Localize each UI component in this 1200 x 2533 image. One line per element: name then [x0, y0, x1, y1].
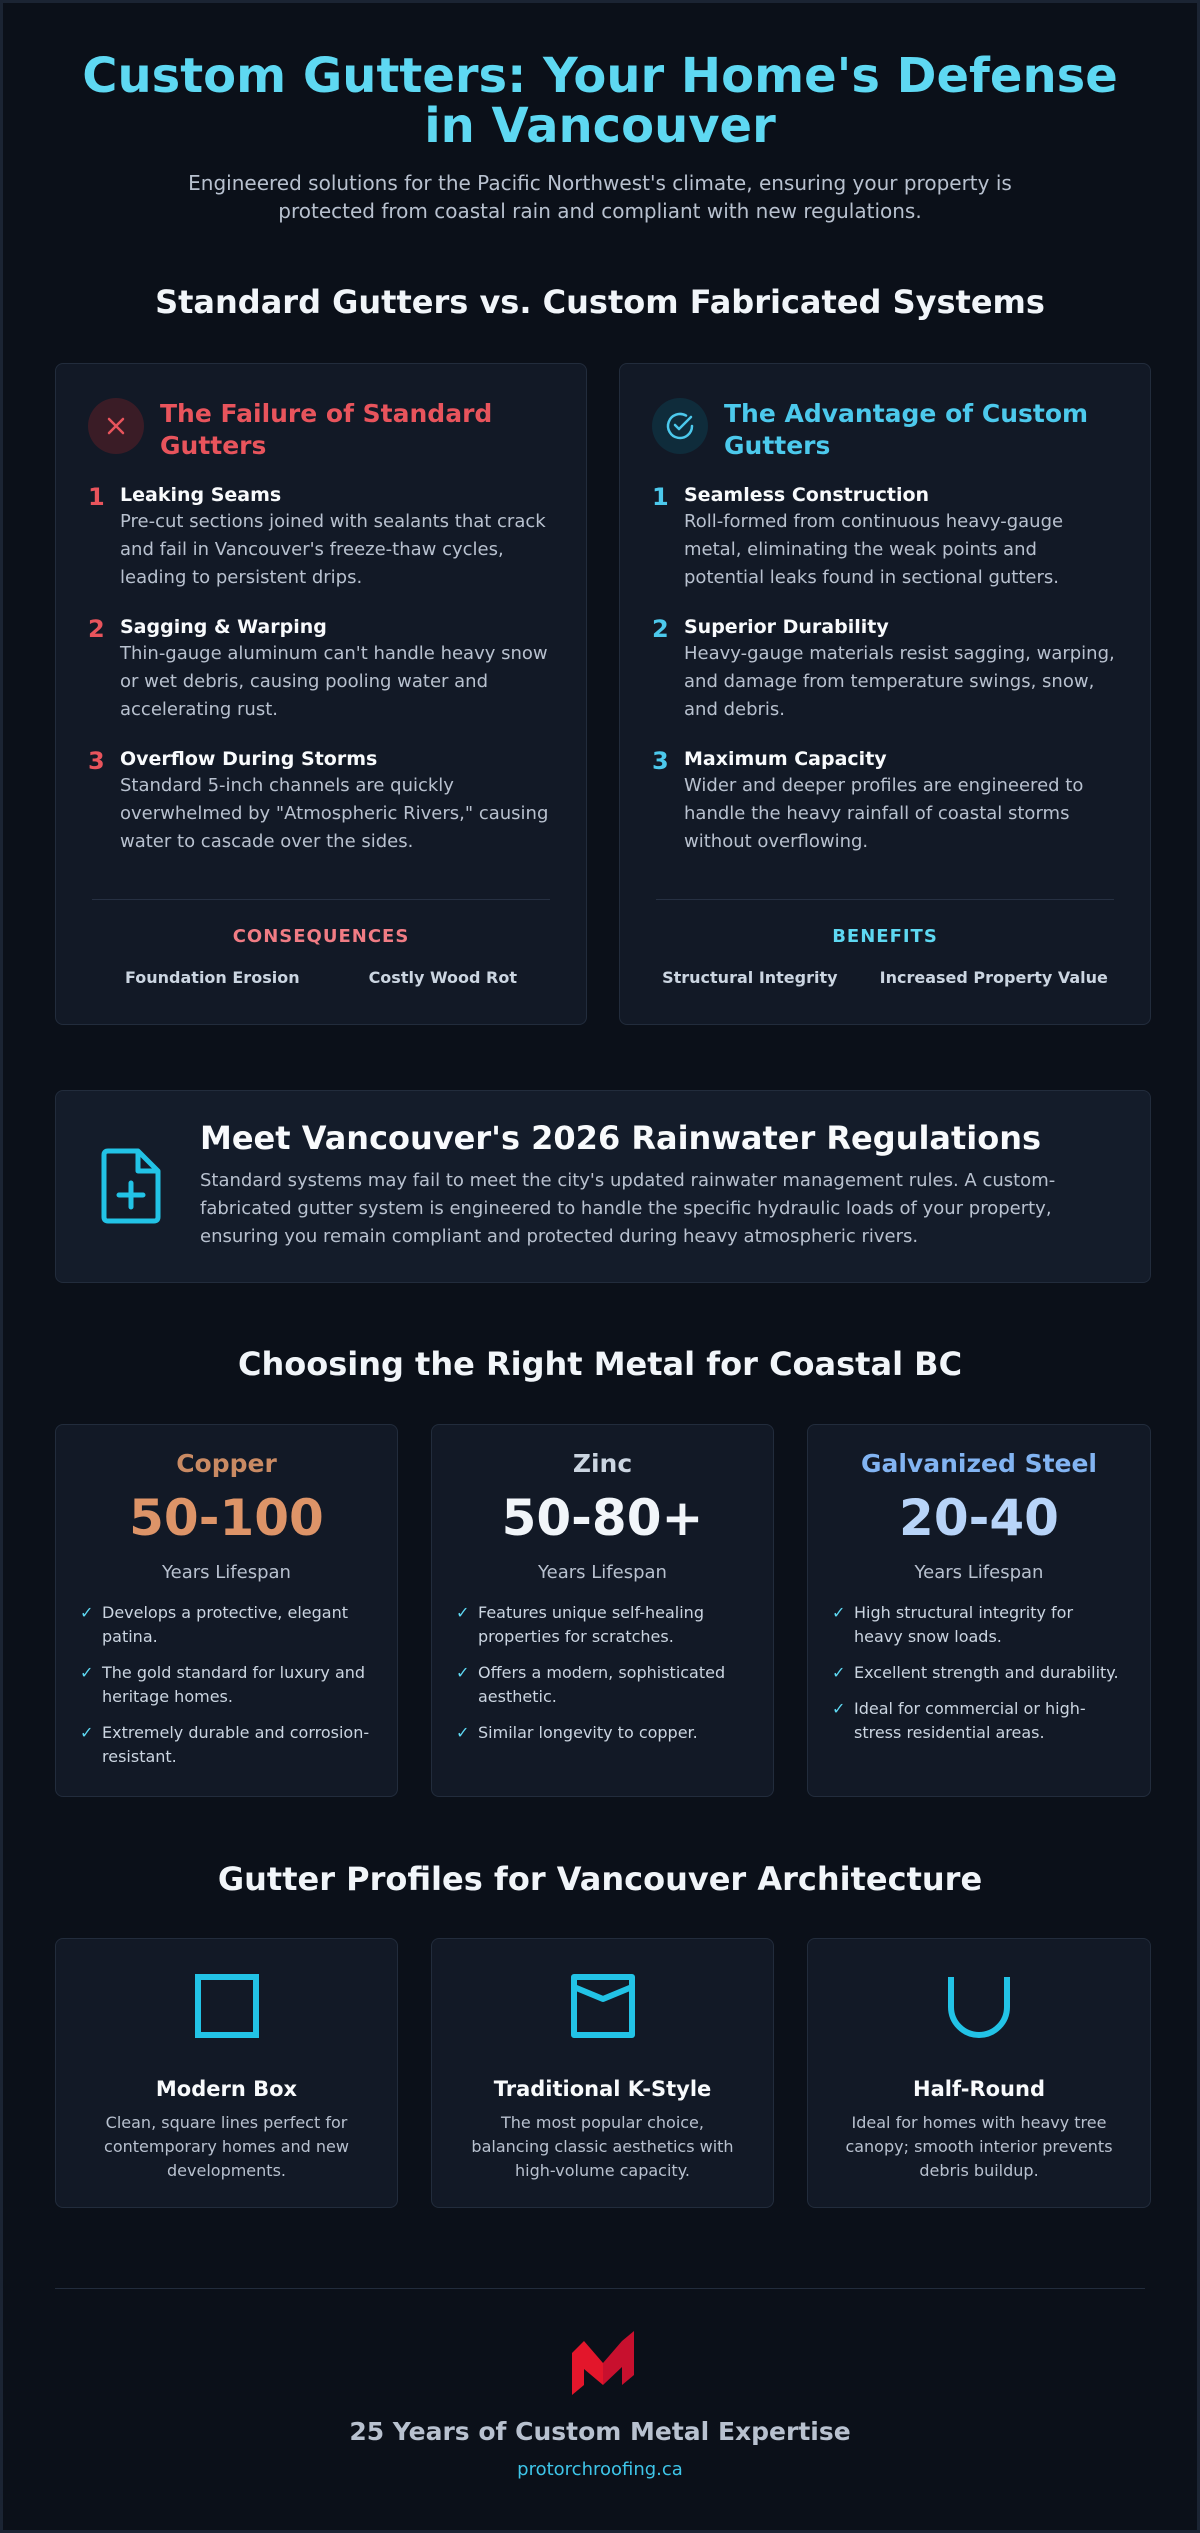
box-profile-icon — [56, 1973, 397, 2039]
list-item — [80, 1601, 373, 1649]
lifespan-value: 50-80+ — [501, 1489, 704, 1547]
consequences-heading: CONSEQUENCES — [232, 926, 410, 947]
item-title: Sagging & Warping — [120, 616, 327, 638]
feature-list — [80, 1601, 373, 1769]
list-item — [88, 746, 558, 856]
item-description: Pre-cut sections joined with sealants that crack and fail in Vancouver's freeze-thaw cycles, leading to persistent drips. — [120, 511, 546, 588]
comparison-heading: Standard Gutters vs. Custom Fabricated Systems — [155, 283, 1045, 321]
list-item — [832, 1661, 1126, 1685]
custom-gutters-card — [619, 363, 1151, 1025]
footer-divider — [55, 2288, 1145, 2289]
list-item — [652, 746, 1122, 856]
half-round-profile-icon — [808, 1973, 1150, 2039]
list-item — [456, 1601, 749, 1649]
metal-name: Zinc — [572, 1449, 633, 1478]
regulation-banner — [55, 1090, 1151, 1283]
standard-problem-list — [88, 482, 558, 878]
divider — [656, 899, 1114, 900]
checkmark-icon: ✓ — [80, 1723, 94, 1742]
standard-card-title: The Failure of Standard Gutters — [160, 399, 493, 460]
item-number: 3 — [652, 747, 669, 775]
feature-text: Ideal for commercial or high-stress residential areas. — [854, 1699, 1086, 1742]
feature-text: Similar longevity to copper. — [478, 1723, 698, 1742]
item-title: Seamless Construction — [684, 484, 930, 506]
item-title: Superior Durability — [684, 616, 889, 638]
list-item — [456, 1721, 749, 1745]
item-number: 1 — [88, 483, 105, 511]
item-title: Leaking Seams — [120, 484, 282, 506]
feature-text: Offers a modern, sophisticated aesthetic. — [478, 1663, 726, 1706]
list-item — [652, 482, 1122, 592]
list-item — [456, 1661, 749, 1709]
page-title: Custom Gutters: Your Home's Defense in Vancouver — [82, 48, 1118, 154]
item-number: 2 — [88, 615, 105, 643]
checkmark-icon: ✓ — [832, 1603, 846, 1622]
footer-website-link[interactable]: protorchroofing.ca — [517, 2459, 683, 2480]
checkmark-icon: ✓ — [832, 1663, 846, 1682]
lifespan-label: Years Lifespan — [538, 1562, 667, 1583]
checkmark-icon: ✓ — [832, 1699, 846, 1718]
item-number: 2 — [652, 615, 669, 643]
list-item — [832, 1697, 1126, 1745]
standard-gutters-card — [55, 363, 587, 1025]
profile-card-modern-box — [55, 1938, 398, 2208]
profile-name: Half-Round — [913, 2077, 1045, 2101]
benefits-list — [620, 968, 1150, 987]
profiles-heading: Gutter Profiles for Vancouver Architecture — [217, 1860, 983, 1898]
profile-description: Ideal for homes with heavy tree canopy; smooth interior prevents debris buildup. — [845, 2113, 1113, 2180]
benefit-item: Structural Integrity — [662, 968, 838, 987]
profile-card-k-style — [431, 1938, 774, 2208]
metal-name: Copper — [176, 1449, 277, 1478]
file-plus-icon — [96, 1147, 166, 1229]
metals-heading: Choosing the Right Metal for Coastal BC — [237, 1345, 963, 1383]
item-description: Wider and deeper profiles are engineered to handle the heavy rainfall of coastal storms without overflowing. — [684, 775, 1084, 852]
page-subtitle: Engineered solutions for the Pacific Northwest's climate, ensuring your property is protected from coastal rain and compliant with new regulations. — [188, 171, 1012, 223]
checkmark-icon: ✓ — [456, 1663, 470, 1682]
item-number: 3 — [88, 747, 105, 775]
benefit-item: Increased Property Value — [879, 968, 1108, 987]
metal-card-copper — [55, 1424, 398, 1797]
x-circle-icon — [88, 398, 144, 454]
feature-text: Develops a protective, elegant patina. — [102, 1603, 348, 1646]
regulation-text: Standard systems may fail to meet the city's updated rainwater management rules. A custom-fabricated gutter system is engineered to handle the specific hydraulic loads of your property, ensuring you remain compliant and protected during heavy atmospheric rivers. — [200, 1170, 1056, 1247]
feature-text: Excellent strength and durability. — [854, 1663, 1119, 1682]
consequence-item: Costly Wood Rot — [368, 968, 517, 987]
feature-text: High structural integrity for heavy snow loads. — [854, 1603, 1074, 1646]
feature-text: Extremely durable and corrosion-resistant. — [102, 1723, 370, 1766]
profile-description: Clean, square lines perfect for contemporary homes and new developments. — [104, 2113, 349, 2180]
lifespan-label: Years Lifespan — [162, 1562, 291, 1583]
item-description: Thin-gauge aluminum can't handle heavy snow or wet debris, causing pooling water and accelerating rust. — [120, 643, 548, 720]
profile-name: Traditional K-Style — [493, 2077, 712, 2101]
feature-list — [456, 1601, 749, 1745]
metal-card-galvanized-steel — [807, 1424, 1151, 1797]
list-item — [832, 1601, 1126, 1649]
custom-card-title: The Advantage of Custom Gutters — [724, 399, 1089, 460]
custom-advantage-list — [652, 482, 1122, 878]
checkmark-icon: ✓ — [456, 1603, 470, 1622]
lifespan-value: 20-40 — [899, 1489, 1059, 1547]
feature-list — [832, 1601, 1126, 1745]
lifespan-label: Years Lifespan — [914, 1562, 1044, 1583]
list-item — [88, 614, 558, 724]
consequences-list — [56, 968, 586, 987]
footer-tagline: 25 Years of Custom Metal Expertise — [349, 2417, 851, 2446]
divider — [92, 899, 550, 900]
metal-name: Galvanized Steel — [860, 1449, 1098, 1478]
profile-card-half-round — [807, 1938, 1151, 2208]
item-title: Maximum Capacity — [684, 748, 887, 770]
consequence-item: Foundation Erosion — [124, 968, 300, 987]
lifespan-value: 50-100 — [129, 1489, 324, 1547]
item-title: Overflow During Storms — [120, 748, 378, 770]
feature-text: Features unique self-healing properties for scratches. — [478, 1603, 704, 1646]
list-item — [652, 614, 1122, 724]
item-description: Roll-formed from continuous heavy-gauge metal, eliminating the weak points and potential leaks found in sectional gutters. — [684, 511, 1064, 588]
metal-card-zinc — [431, 1424, 774, 1797]
regulation-title: Meet Vancouver's 2026 Rainwater Regulations — [200, 1119, 1042, 1157]
item-description: Heavy-gauge materials resist sagging, warping, and damage from temperature swings, snow, and debris. — [684, 643, 1115, 720]
checkmark-icon: ✓ — [80, 1663, 94, 1682]
list-item — [80, 1721, 373, 1769]
item-number: 1 — [652, 483, 669, 511]
item-description: Standard 5-inch channels are quickly overwhelmed by "Atmospheric Rivers," causing water to cascade over the sides. — [120, 775, 549, 852]
protorch-logo-icon — [570, 2331, 636, 2399]
checkmark-icon: ✓ — [456, 1723, 470, 1742]
feature-text: The gold standard for luxury and heritage homes. — [102, 1663, 366, 1706]
k-style-profile-icon — [432, 1973, 773, 2039]
profile-name: Modern Box — [155, 2077, 298, 2101]
benefits-heading: BENEFITS — [832, 926, 938, 947]
profile-description: The most popular choice, balancing classic aesthetics with high-volume capacity. — [471, 2113, 734, 2180]
list-item — [80, 1661, 373, 1709]
check-circle-icon — [652, 398, 708, 454]
checkmark-icon: ✓ — [80, 1603, 94, 1622]
list-item — [88, 482, 558, 592]
